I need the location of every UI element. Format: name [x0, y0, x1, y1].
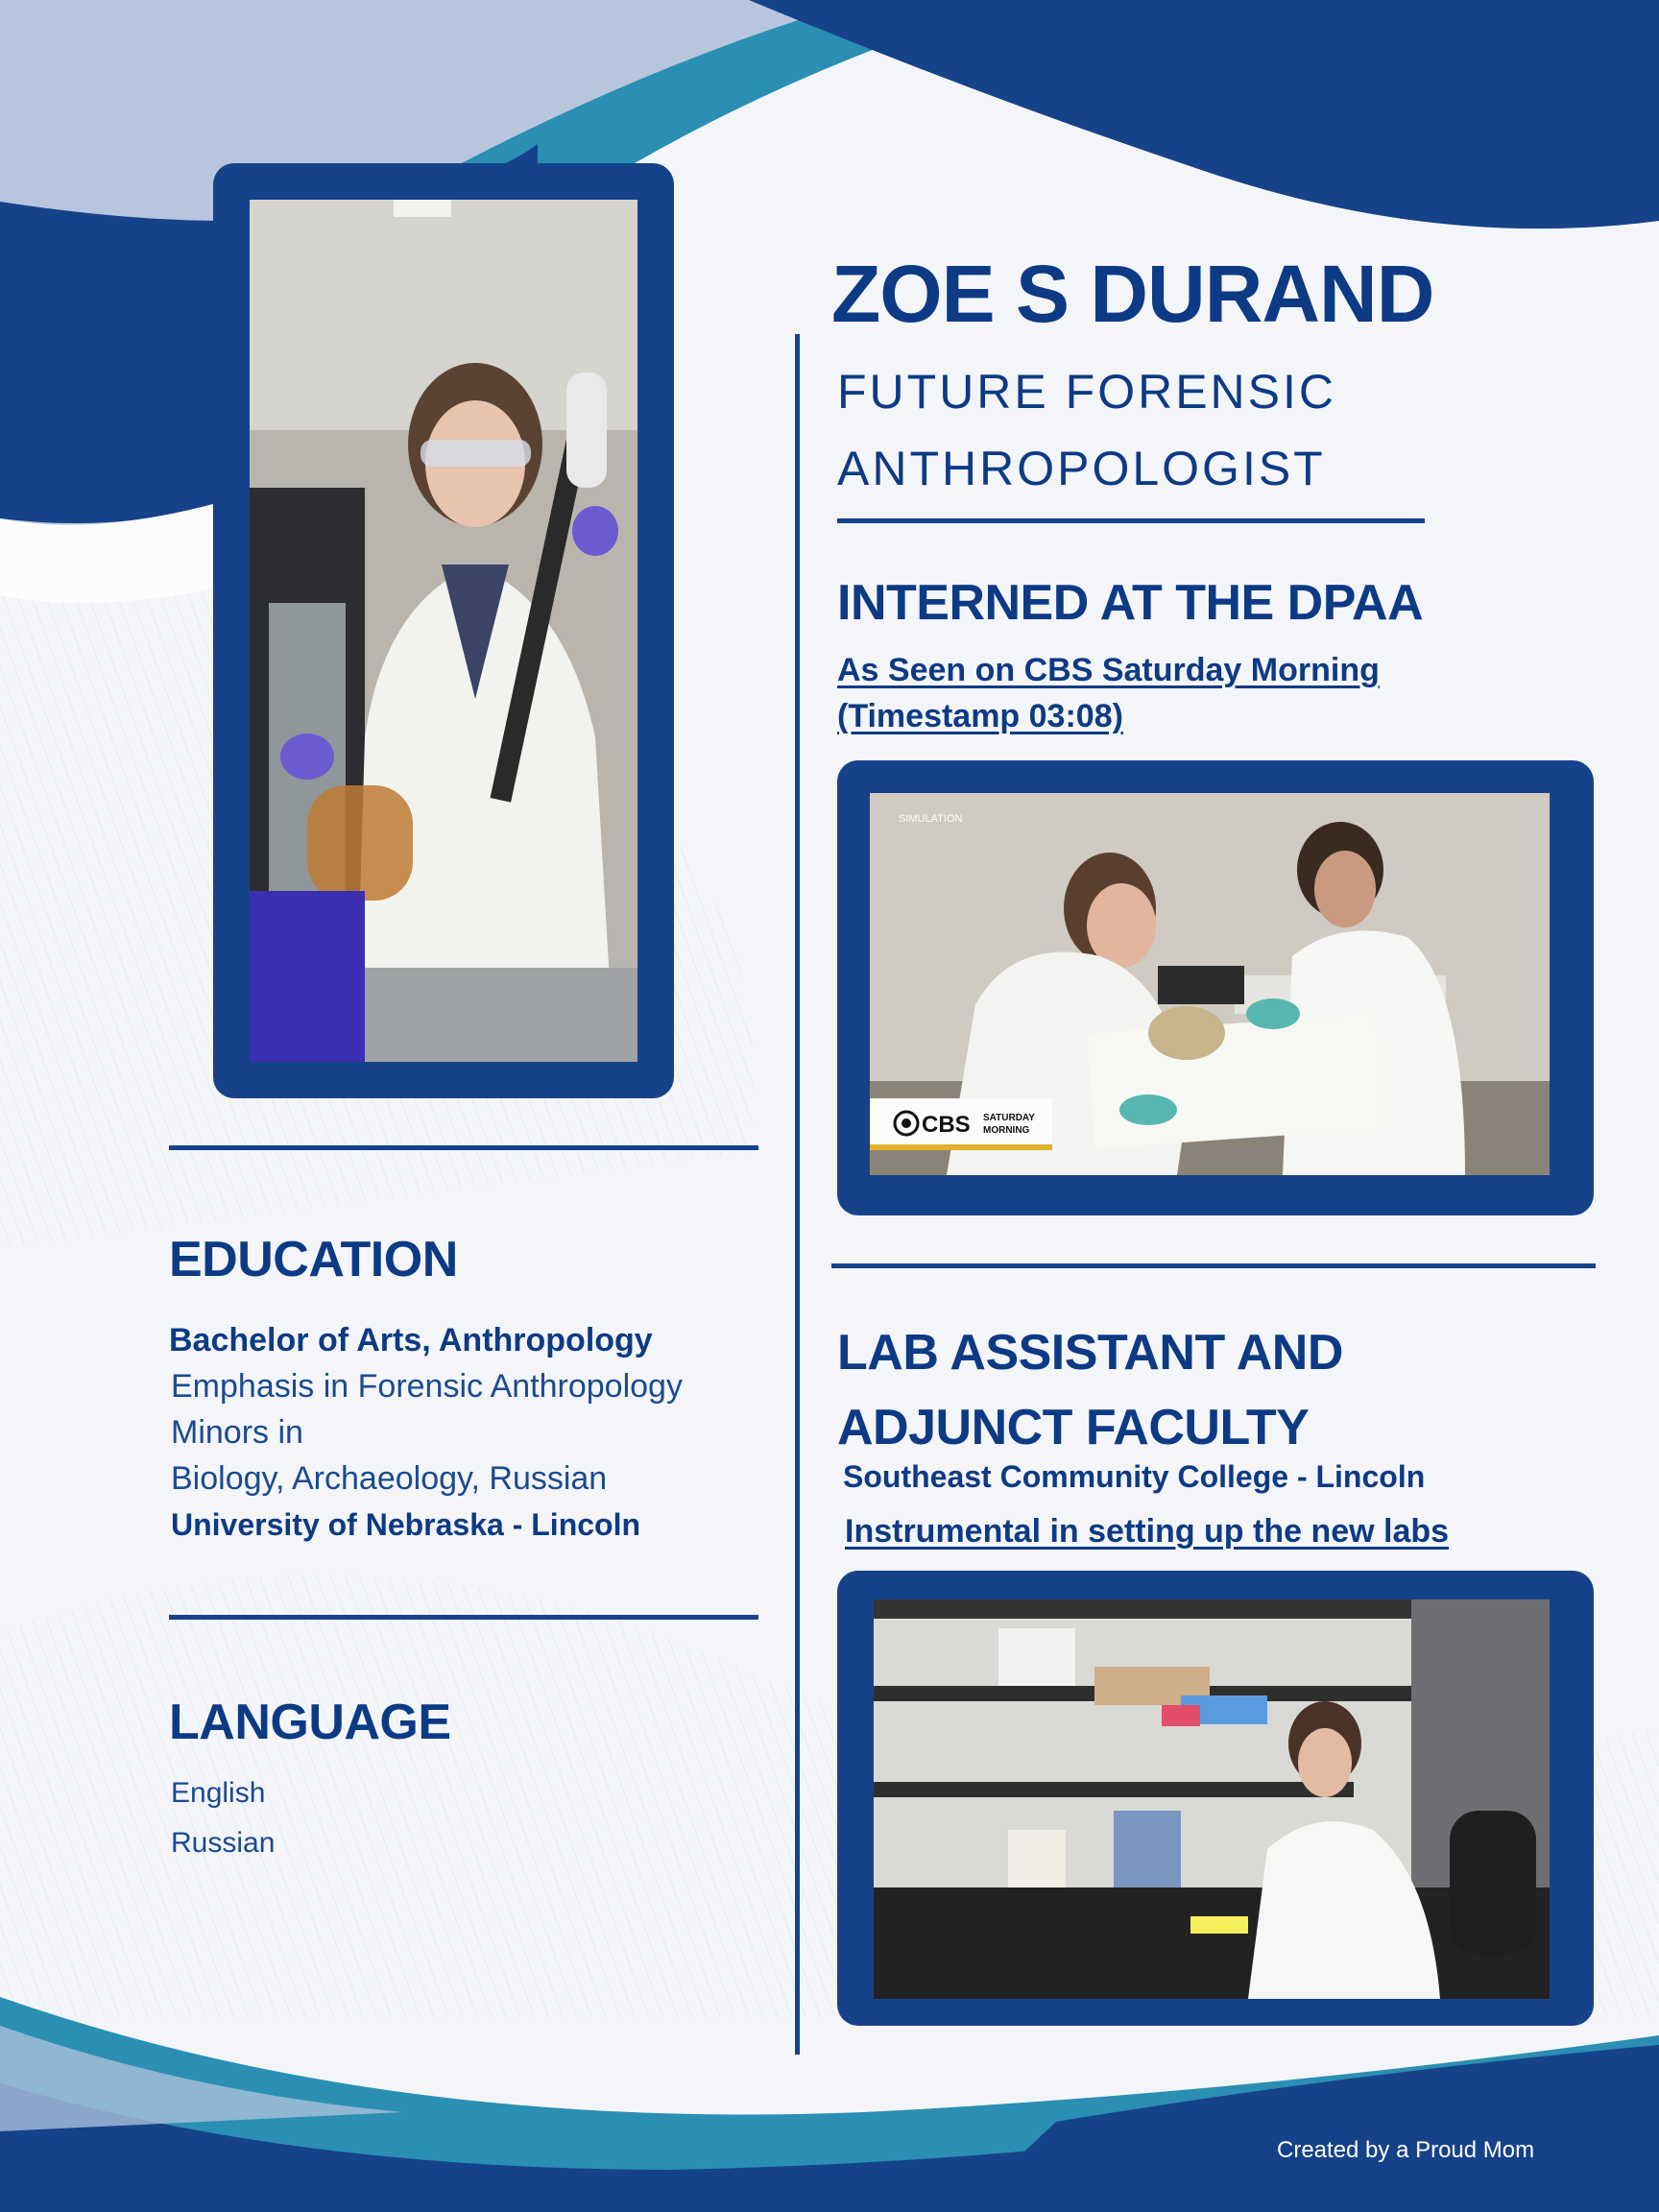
portrait-photo	[250, 200, 637, 1062]
minors-label: Minors in	[171, 1414, 303, 1451]
job-title-line2: ANTHROPOLOGIST	[837, 442, 1326, 495]
person-name: ZOE S DURAND	[831, 249, 1434, 339]
cbs-logo-morning: MORNING	[983, 1125, 1030, 1136]
job-heading-line2: ADJUNCT FACULTY	[837, 1400, 1310, 1455]
cbs-link-line2[interactable]: (Timestamp 03:08)	[837, 698, 1123, 734]
job-heading	[837, 1315, 1343, 1465]
simulation-caption: SIMULATION	[899, 813, 963, 825]
internship-heading: INTERNED AT THE DPAA	[837, 575, 1424, 631]
university: University of Nebraska - Lincoln	[171, 1507, 641, 1542]
cbs-link[interactable]	[837, 647, 1380, 739]
cbs-link-line1[interactable]: As Seen on CBS Saturday Morning	[837, 652, 1380, 688]
language-heading: LANGUAGE	[169, 1695, 451, 1750]
labs-link[interactable]: Instrumental in setting up the new labs	[845, 1513, 1450, 1550]
internship-divider	[831, 1263, 1596, 1268]
employer: Southeast Community College - Lincoln	[843, 1459, 1426, 1494]
degree: Bachelor of Arts, Anthropology	[169, 1322, 653, 1358]
language-item: English	[171, 1777, 266, 1809]
left-divider-top	[169, 1145, 758, 1150]
language-list	[171, 1768, 275, 1868]
job-title	[837, 353, 1336, 507]
lab-photo	[874, 1599, 1550, 1999]
cbs-logo-saturday: SATURDAY	[983, 1113, 1035, 1123]
language-item: Russian	[171, 1827, 276, 1859]
job-heading-line1: LAB ASSISTANT AND	[837, 1325, 1343, 1381]
title-divider	[837, 518, 1425, 523]
cbs-photo	[870, 793, 1550, 1175]
footer-credit: Created by a Proud Mom	[1277, 2137, 1535, 2163]
cbs-logo-text: CBS	[922, 1112, 971, 1138]
education-details	[169, 1317, 683, 1548]
education-heading: EDUCATION	[169, 1232, 458, 1287]
job-title-line1: FUTURE FORENSIC	[837, 365, 1336, 419]
vertical-divider	[795, 334, 800, 2055]
emphasis: Emphasis in Forensic Anthropology	[171, 1368, 683, 1405]
left-divider-bottom	[169, 1615, 758, 1620]
minors: Biology, Archaeology, Russian	[171, 1460, 608, 1497]
